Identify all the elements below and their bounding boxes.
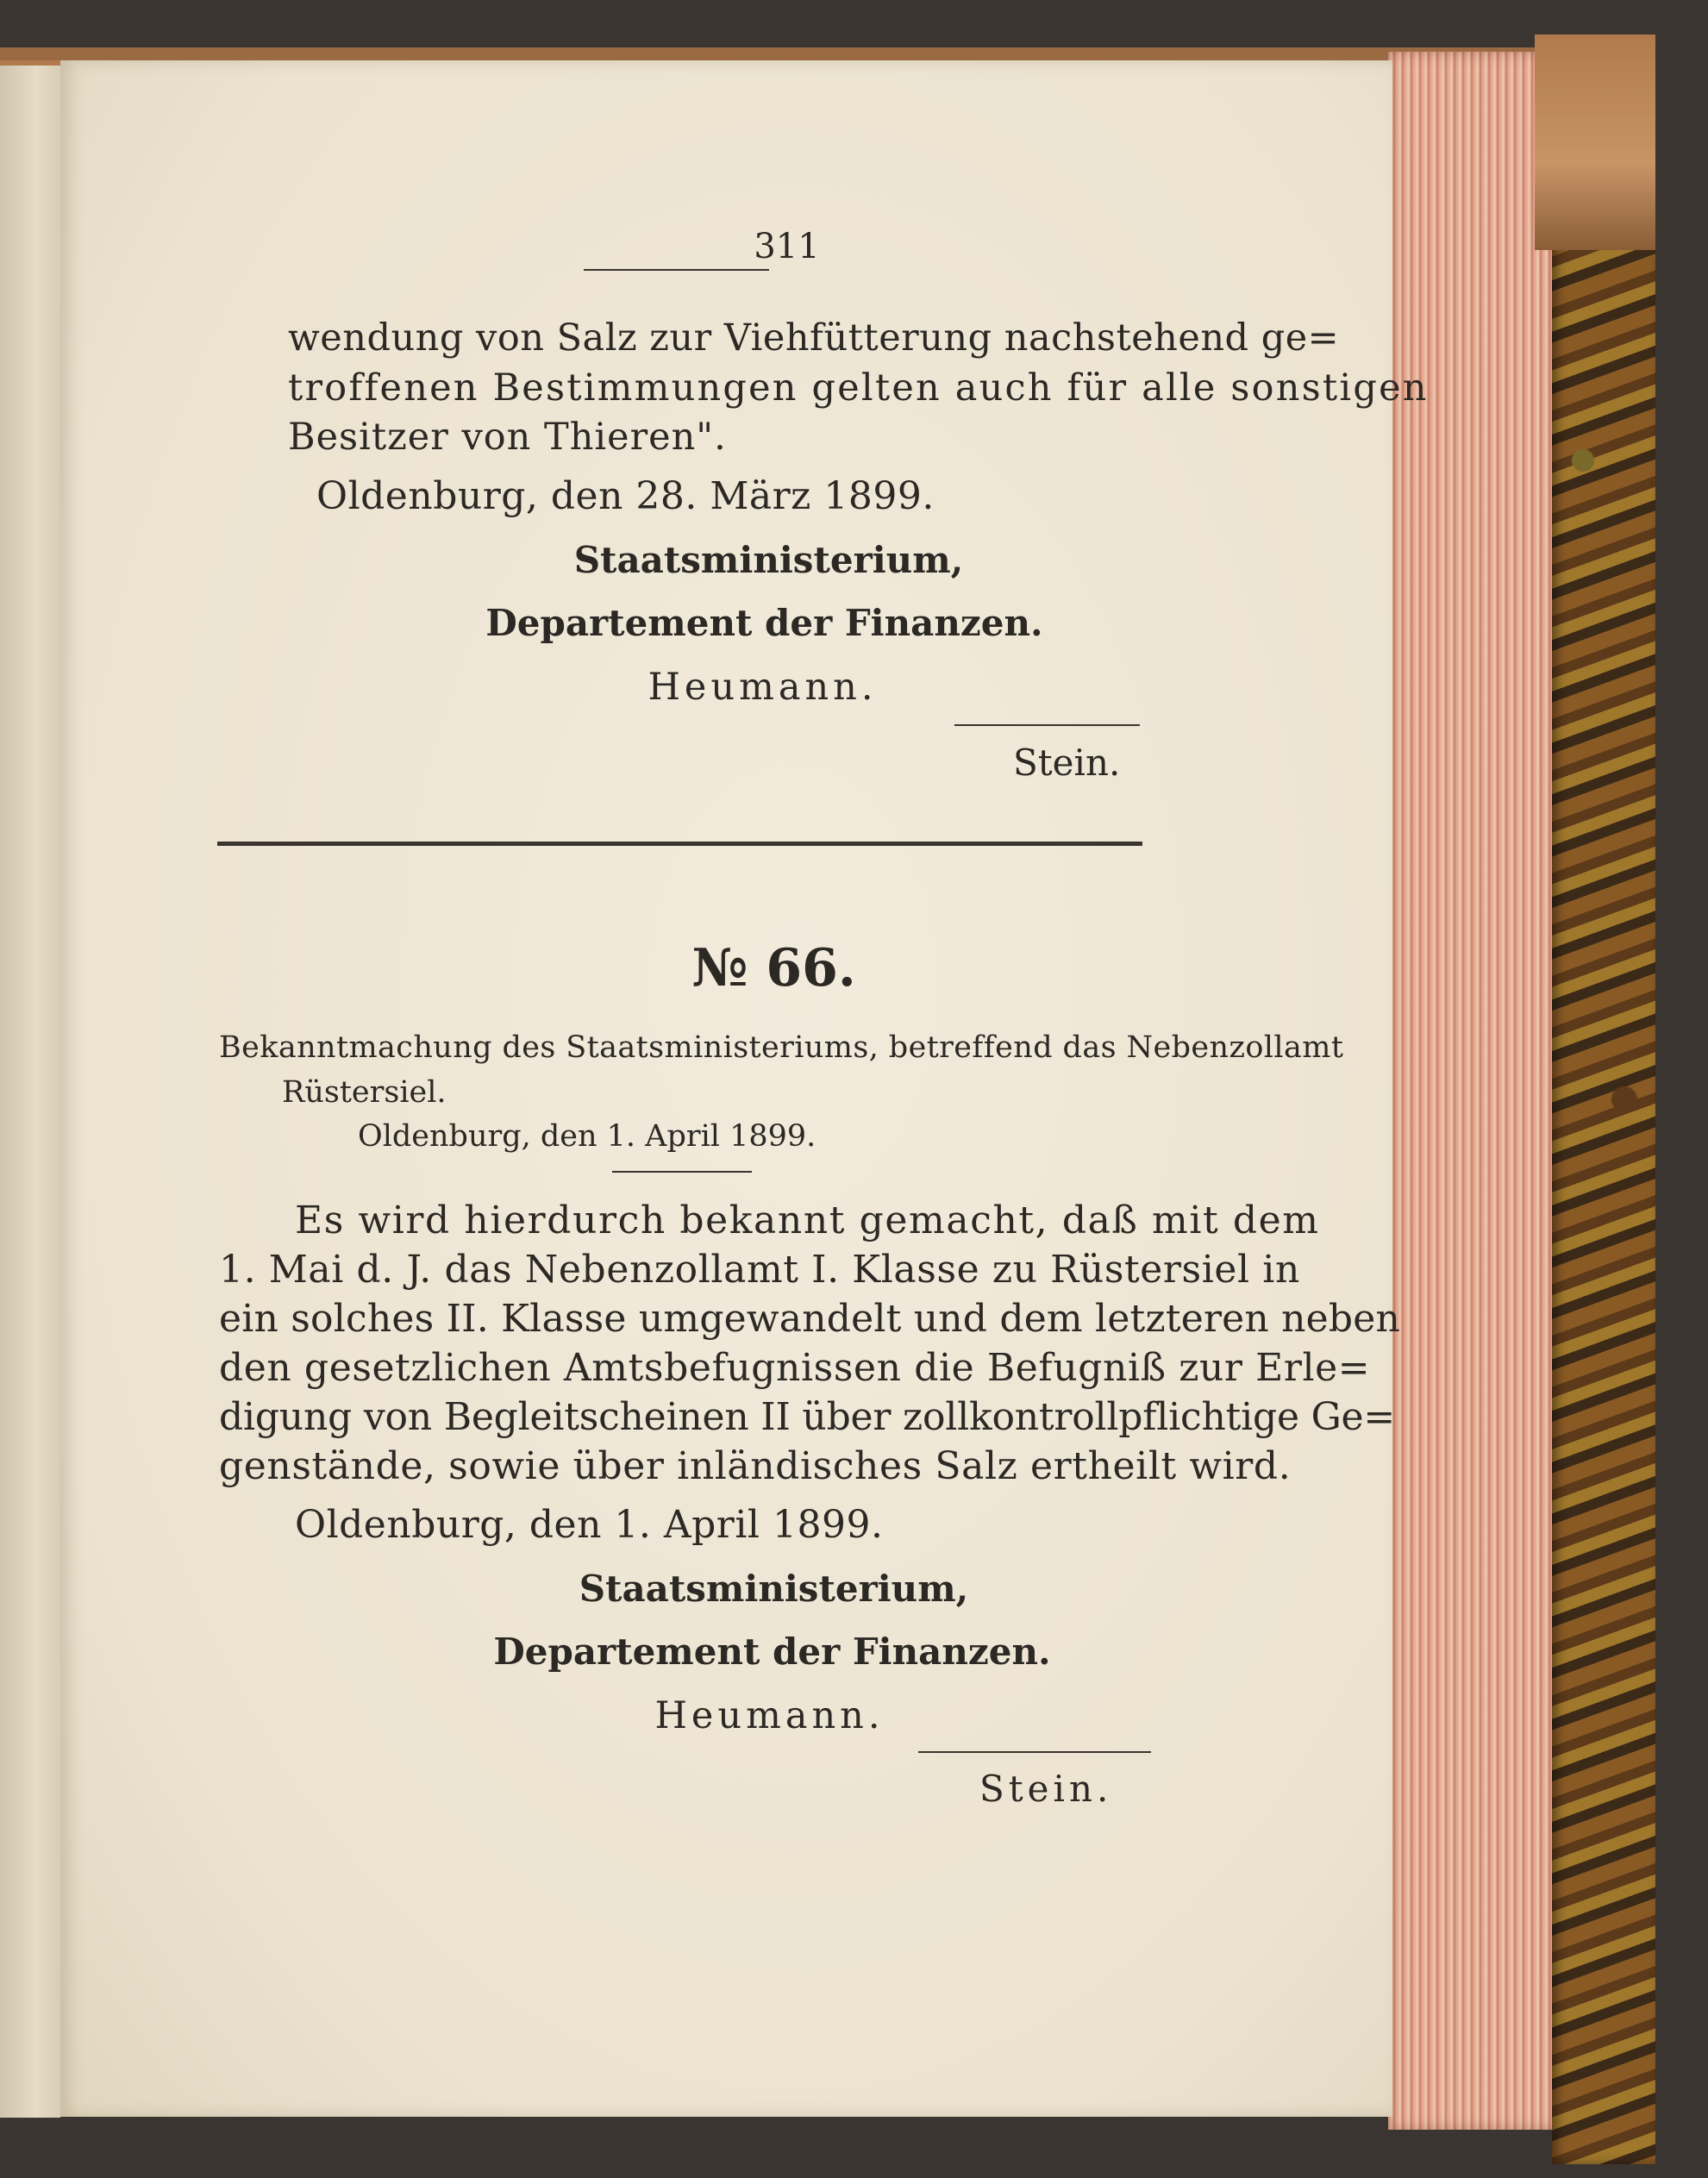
body-line: genstände, sowie über inländisches Salz ertheilt wird.	[219, 1444, 1292, 1488]
section-divider	[217, 842, 1142, 846]
signature-date: Oldenburg, den 1. April 1899.	[295, 1503, 884, 1547]
body-line: digung von Begleitscheinen II über zollkontrollpflichtige Ge=	[219, 1395, 1396, 1439]
signature-authority: Staatsministerium,	[579, 1568, 969, 1610]
signature-name: Heumann.	[648, 666, 878, 709]
body-line: Es wird hierdurch bekannt gemacht, daß mit dem	[295, 1199, 1320, 1242]
body-line: 1. Mai d. J. das Nebenzollamt I. Klasse zu Rüstersiel in	[219, 1248, 1300, 1292]
body-line	[288, 416, 727, 459]
signature-name: Heumann.	[654, 1694, 885, 1737]
signature-department: Departement der Finanzen.	[485, 602, 1043, 644]
body-line: den gesetzlichen Amtsbefugnissen die Befugniß zur Erle=	[219, 1346, 1371, 1390]
body-line-text: Besitzer von Thieren".	[288, 416, 727, 459]
page-number: 311	[754, 227, 820, 266]
signature-date: Oldenburg, den 28. März 1899.	[316, 474, 935, 518]
previous-page-edge	[0, 60, 60, 2118]
signature-rule	[918, 1751, 1151, 1753]
document-page	[60, 60, 1429, 2117]
body-line	[288, 316, 1340, 360]
signature-name: Stein.	[1013, 742, 1121, 784]
body-line-text: troffenen Bestimmungen gelten auch für alle sonstigen	[288, 366, 1429, 410]
body-line-text: wendung von Salz zur Viehfütterung nachstehend ge=	[288, 316, 1340, 360]
section-title-cont: Rüstersiel.	[282, 1075, 447, 1110]
section-title: Bekanntmachung des Staatsministeriums, betreffend das Nebenzollamt	[219, 1030, 1344, 1065]
book-cover-edge	[1552, 34, 1655, 2164]
page-edges	[1388, 52, 1561, 2130]
signature-rule	[954, 724, 1140, 726]
book-cover-corner	[1535, 34, 1655, 250]
section-title-date: Oldenburg, den 1. April 1899.	[358, 1119, 816, 1154]
body-line: ein solches II. Klasse umgewandelt und dem letzteren neben	[219, 1297, 1401, 1341]
page-number-rule	[584, 269, 769, 271]
section-number: № 66.	[691, 938, 856, 998]
signature-department: Departement der Finanzen.	[493, 1630, 1051, 1673]
signature-name: Stein.	[979, 1768, 1113, 1810]
body-line	[288, 366, 1429, 410]
title-rule	[612, 1171, 752, 1173]
signature-authority: Staatsministerium,	[573, 539, 964, 581]
